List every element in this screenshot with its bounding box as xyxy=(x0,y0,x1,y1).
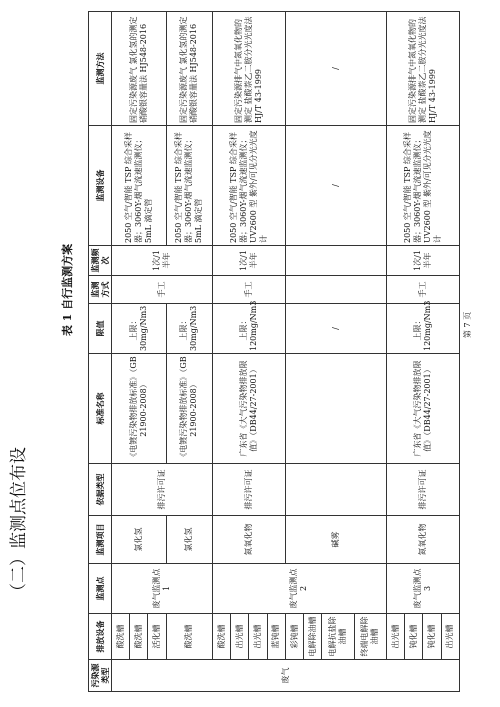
method-mode-cell: 手工 xyxy=(213,276,286,304)
outlet-cell: 出光槽 xyxy=(441,614,459,660)
frequency-cell xyxy=(285,246,386,276)
header-item: 监测项目 xyxy=(89,516,112,564)
table-header-row xyxy=(89,12,112,692)
outlet-cell: 出光槽 xyxy=(386,614,404,660)
outlet-cell: 活化槽 xyxy=(148,614,166,660)
outlet-cell: 彩钝槽 xyxy=(285,614,303,660)
header-method-mode: 监测方式 xyxy=(89,276,112,304)
equipment-cell: 2050 空气/智能 TSP 综合采样器；3060Y-烟气流速监测仪；5mL 滴定管 xyxy=(112,126,167,246)
item-cell: 氯化氢 xyxy=(112,516,167,564)
outlet-cell: 出光槽 xyxy=(231,614,249,660)
standard-cell: 广东省《大气污染物排放限值》（DB44/27-2001） xyxy=(386,354,459,464)
header-standard: 标准名称 xyxy=(89,354,112,464)
method-mode-cell: 手工 xyxy=(112,276,213,304)
header-analysis: 监测方法 xyxy=(89,12,112,126)
outlet-cell: 酸洗槽 xyxy=(166,614,212,660)
item-cell: 氯化氢 xyxy=(166,516,212,564)
equipment-cell: / xyxy=(285,126,386,246)
outlet-cell: 酸洗槽 xyxy=(130,614,148,660)
item-cell: 氮氧化物 xyxy=(213,516,286,564)
point-cell: 废气监测点1 xyxy=(112,564,213,614)
frequency-cell: 1次/1半年 xyxy=(386,246,459,276)
header-outlet: 排放设备 xyxy=(89,614,112,660)
header-frequency: 监测频次 xyxy=(89,246,112,276)
analysis-cell: 固定污染源废气 氯化氢的测定 硝酸银容量法 HJ548-2016 xyxy=(112,12,167,126)
limit-cell: 上限：120mg/Nm3 xyxy=(213,304,286,354)
table-row xyxy=(112,12,130,692)
method-mode-cell: 手工 xyxy=(386,276,459,304)
table-row xyxy=(386,12,404,692)
equipment-cell: 2050 空气/智能 TSP 综合采样器；3060Y-烟气流速监测仪；UV2600 型 紫外/可见分光光度计 xyxy=(386,126,459,246)
standard-cell: 《电镀污染物排放标准》（GB 21900-2008） xyxy=(112,354,167,464)
outlet-cell: 出光槽 xyxy=(249,614,267,660)
outlet-cell: 酸洗槽 xyxy=(112,614,130,660)
item-cell: 碱雾 xyxy=(285,516,386,564)
limit-cell: / xyxy=(285,304,386,354)
analysis-cell: / xyxy=(285,12,386,126)
section-heading: （二）监测点位布设 xyxy=(9,447,29,600)
standard-cell: 《电镀污染物排放标准》（GB 21900-2008） xyxy=(166,354,212,464)
basis-cell: 排污许可证 xyxy=(213,464,286,516)
header-pollution-type: 污染源类型 xyxy=(89,660,112,692)
standard-cell xyxy=(285,354,386,464)
standard-cell: 广东省《大气污染物排放限值》（DB44/27-2001） xyxy=(213,354,286,464)
analysis-cell: 固定污染源排气中氮氧化物的测定 盐酸萘乙二胺分光光度法 HJ/T 43-1999 xyxy=(213,12,286,126)
limit-cell: 上限：30mg/Nm3 xyxy=(166,304,212,354)
analysis-cell: 固定污染源排气中氮氧化物的测定 盐酸萘乙二胺分光光度法 HJ/T 43-1999 xyxy=(386,12,459,126)
outlet-cell: 电解除油槽 xyxy=(304,614,322,660)
equipment-cell: 2050 空气/智能 TSP 综合采样器；3060Y-烟气流速监测仪；5mL 滴定管 xyxy=(166,126,212,246)
header-point: 监测点 xyxy=(89,564,112,614)
frequency-cell: 1次/1半年 xyxy=(213,246,286,276)
outlet-cell: 酸洗槽 xyxy=(213,614,231,660)
table-row xyxy=(213,12,231,692)
item-cell: 氮氧化物 xyxy=(386,516,459,564)
basis-cell: 排污许可证 xyxy=(386,464,459,516)
basis-cell xyxy=(285,464,386,516)
header-basis-type: 依据类型 xyxy=(89,464,112,516)
outlet-cell: 钝化槽 xyxy=(423,614,441,660)
outlet-cell: 钝化槽 xyxy=(405,614,423,660)
table-caption: 表 1 自行监测方案 xyxy=(61,243,74,337)
header-limit: 限值 xyxy=(89,304,112,354)
method-mode-cell xyxy=(285,276,386,304)
pollution-type-cell: 废气 xyxy=(112,660,460,692)
page-number: 第 7 页 xyxy=(463,311,472,339)
equipment-cell: 2050 空气/智能 TSP 综合采样器；3060Y-烟气流速监测仪；UV2600 型 紫外/可见分光光度计 xyxy=(213,126,286,246)
basis-cell: 排污许可证 xyxy=(112,464,213,516)
outlet-cell: 电解抗盐除油槽 xyxy=(322,614,354,660)
limit-cell: 上限：120mg/Nm3 xyxy=(386,304,459,354)
header-equipment: 监测设备 xyxy=(89,126,112,246)
frequency-cell: 1次/1半年 xyxy=(112,246,213,276)
limit-cell: 上限：30mg/Nm3 xyxy=(112,304,167,354)
monitoring-plan-table xyxy=(88,11,460,692)
point-cell: 废气监测点3 xyxy=(386,564,459,614)
outlet-cell: 蓝钝槽 xyxy=(267,614,285,660)
outlet-cell: 终端电解除油槽 xyxy=(354,614,386,660)
point-cell: 废气监测点2 xyxy=(213,564,387,614)
analysis-cell: 固定污染源废气 氯化氢的测定 硝酸银容量法 HJ548-2016 xyxy=(166,12,212,126)
monitoring-table-wrapper xyxy=(88,12,460,692)
